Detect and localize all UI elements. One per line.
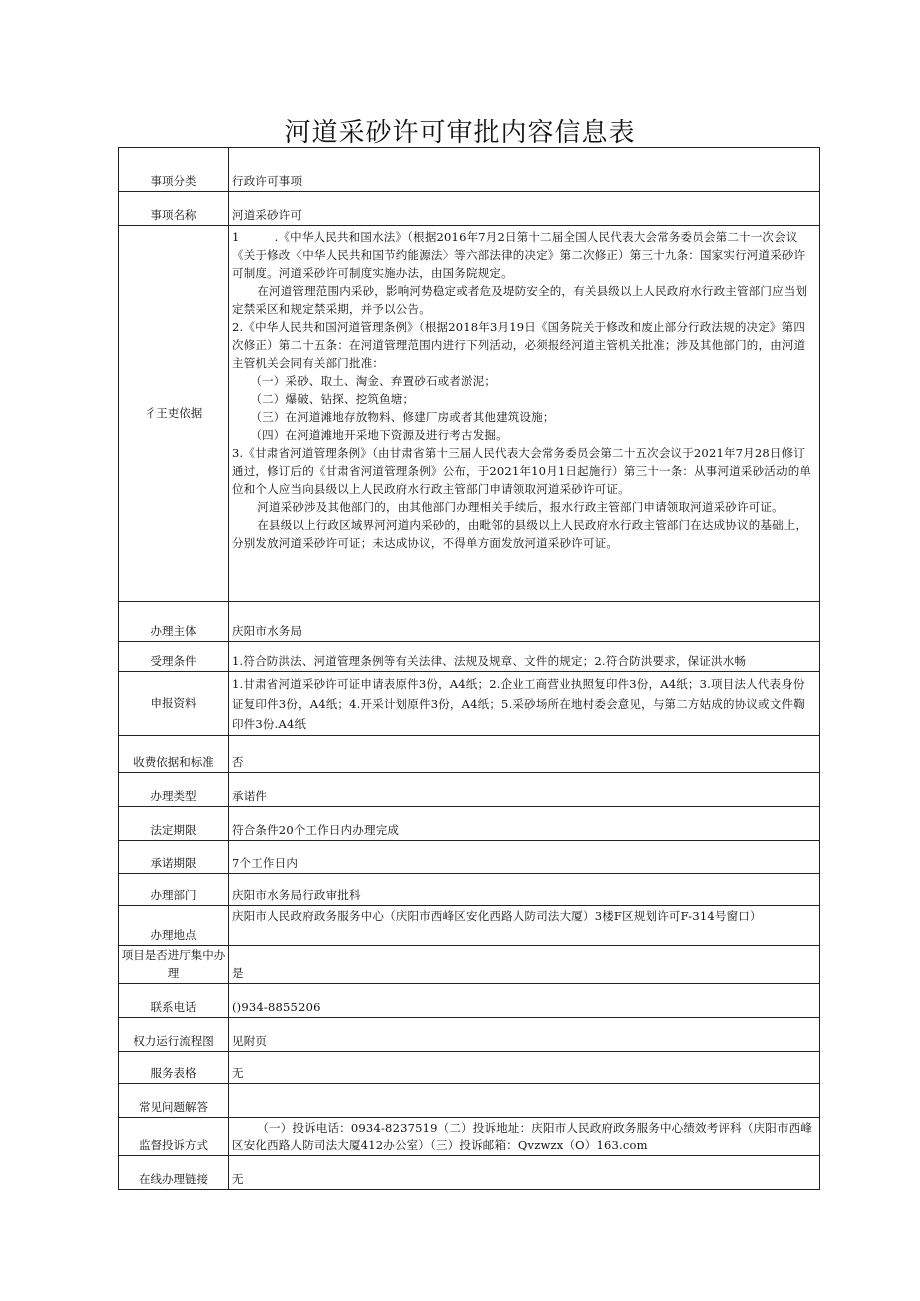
- info-table: [118, 147, 820, 1190]
- row-label: 在线办理链接: [119, 1156, 229, 1190]
- basis-item: （三）在河道滩地存放物料、修建厂房或者其他建筑设施；: [250, 410, 555, 424]
- row-label: 办理地点: [119, 906, 229, 946]
- row-label: 常见问题解答: [119, 1084, 229, 1118]
- row-value: 否: [229, 736, 820, 773]
- row-value: 承诺件: [229, 773, 820, 807]
- row-conditions: [119, 642, 820, 672]
- row-label: 受理条件: [119, 642, 229, 672]
- row-phone: [119, 984, 820, 1018]
- row-value: 符合条件20个工作日内办理完成: [229, 807, 820, 841]
- row-value: 庆阳市人民政府政务服务中心（庆阳市西峰区安化西路人防司法大厦）3楼F区规划许可F-314号窗口）: [229, 906, 820, 946]
- basis-paragraph: 在县级以上行政区域界河河道内采砂的，由毗邻的县级以上人民政府水行政主管部门在达成协议的基础上，分别发放河道采砂许可证；未达成协议，不得单方面发放河道采砂许可证。: [232, 518, 808, 550]
- basis-item: （四）在河道滩地开采地下资源及进行考古发掘。: [250, 428, 508, 442]
- row-label: 事项分类: [119, 148, 229, 192]
- row-value: 无: [229, 1052, 820, 1084]
- row-value: 7个工作日内: [229, 841, 820, 874]
- row-value: 行政许可事项: [229, 148, 820, 192]
- row-value: 河道采砂许可: [229, 192, 820, 226]
- basis-paragraph: 2.《中华人民共和国河道管理条例》（根据2018年3月19日《国务院关于修改和废止部分行政法规的决定》第四次修正）第二十五条：在河道管理范围内进行下列活动，必须报经河道主管机关批准；涉及其他部门的，由河道主管机关会同有关部门批准：: [232, 320, 806, 370]
- basis-paragraph: 1 .《中华人民共和国水法》（根据2016年7月2日第十二届全国人民代表大会常务委员会第二十一次会议《关于修改〈中华人民共和国节约能源法〉等六部法律的决定》第二次修正）第三十九条：国家实行河道采砂许可制度。河道采砂许可制度实施办法，由国务院规定。: [232, 230, 806, 280]
- row-value: （一）投诉电话：0934-8237519（二）投诉地址：庆阳市人民政府政务服务中心绩效考评科（庆阳市西峰区安化西路人防司法大厦412办公室）（三）投诉邮箱：Qvzwzx（O）163.com: [229, 1118, 820, 1156]
- row-label: 办理部门: [119, 874, 229, 906]
- row-value: 见附页: [229, 1018, 820, 1052]
- row-label: 办理类型: [119, 773, 229, 807]
- row-value: 庆阳市水务局: [229, 602, 820, 642]
- basis-paragraph: 在河道管理范围内采砂，影响河势稳定或者危及堤防安全的，有关县级以上人民政府水行政主管部门应当划定禁采区和规定禁采期，并予以公告。: [232, 284, 808, 316]
- page-title: 河道采砂许可审批内容信息表: [284, 118, 636, 148]
- row-location: [119, 906, 820, 946]
- row-faq: [119, 1084, 820, 1118]
- row-value: 庆阳市水务局行政审批科: [229, 874, 820, 906]
- basis-paragraph: 3.《甘肃省河道管理条例》（由甘肃省第十三届人民代表大会常务委员会第二十五次会议于2021年7月28日修订通过，修订后的《甘肃省河道管理条例》公布，于2021年10月1日起施行）第三十一条：从事河道采砂活动的单位和个人应当向县级以上人民政府水行政主管部门申请领取河道采砂许可证。: [232, 446, 812, 496]
- row-label: 申报资料: [119, 672, 229, 736]
- row-label: 承诺期限: [119, 841, 229, 874]
- row-value: 1.甘肃省河道采砂许可证申请表原件3份，A4纸；2.企业工商营业执照复印件3份，A4纸；3.项目法人代表身份证复印件3份，A4纸；4.开采计划原件3份，A4纸；5.采砂场所在地村委会意见，与第二方姑成的协议或文件鞫印件3份.A4纸: [229, 672, 820, 736]
- row-promise-period: [119, 841, 820, 874]
- row-label: 项目是否进厅集中办理: [119, 946, 229, 984]
- row-department: [119, 874, 820, 906]
- row-value: 1.符合防洪法、河道管理条例等有关法律、法规及规章、文件的规定；2.符合防洪要求，保证洪水畅: [229, 642, 820, 672]
- row-category: [119, 148, 820, 192]
- row-value: [229, 1084, 820, 1118]
- basis-item: （二）爆破、钻探、挖筑鱼塘；: [250, 392, 415, 406]
- row-label: 事项名称: [119, 192, 229, 226]
- row-forms: [119, 1052, 820, 1084]
- row-complaint: [119, 1118, 820, 1156]
- row-label: 彳王吏依据: [119, 226, 229, 602]
- basis-item: （一）采砂、取土、淘金、弃置砂石或者淤泥；: [250, 374, 497, 388]
- row-materials: [119, 672, 820, 736]
- row-basis: [119, 226, 820, 602]
- row-name: [119, 192, 820, 226]
- row-online: [119, 1156, 820, 1190]
- row-value: 无: [229, 1156, 820, 1190]
- row-flow: [119, 1018, 820, 1052]
- row-fees: [119, 736, 820, 773]
- row-label: 收费依据和标准: [119, 736, 229, 773]
- row-value: ()934-8855206: [229, 984, 820, 1018]
- row-subject: [119, 602, 820, 642]
- row-label: 权力运行流程图: [119, 1018, 229, 1052]
- basis-paragraph: 河道采砂涉及其他部门的，由其他部门办理相关手续后，报水行政主管部门申请领取河道采砂许可证。: [257, 500, 784, 514]
- row-centralized: [119, 946, 820, 984]
- row-legal-period: [119, 807, 820, 841]
- row-type: [119, 773, 820, 807]
- row-label: 法定期限: [119, 807, 229, 841]
- row-label: 监督投诉方式: [119, 1118, 229, 1156]
- row-label: 服务表格: [119, 1052, 229, 1084]
- row-label: 联系电话: [119, 984, 229, 1018]
- row-value: 是: [229, 946, 820, 984]
- row-value-basis: [229, 226, 820, 602]
- row-label: 办理主体: [119, 602, 229, 642]
